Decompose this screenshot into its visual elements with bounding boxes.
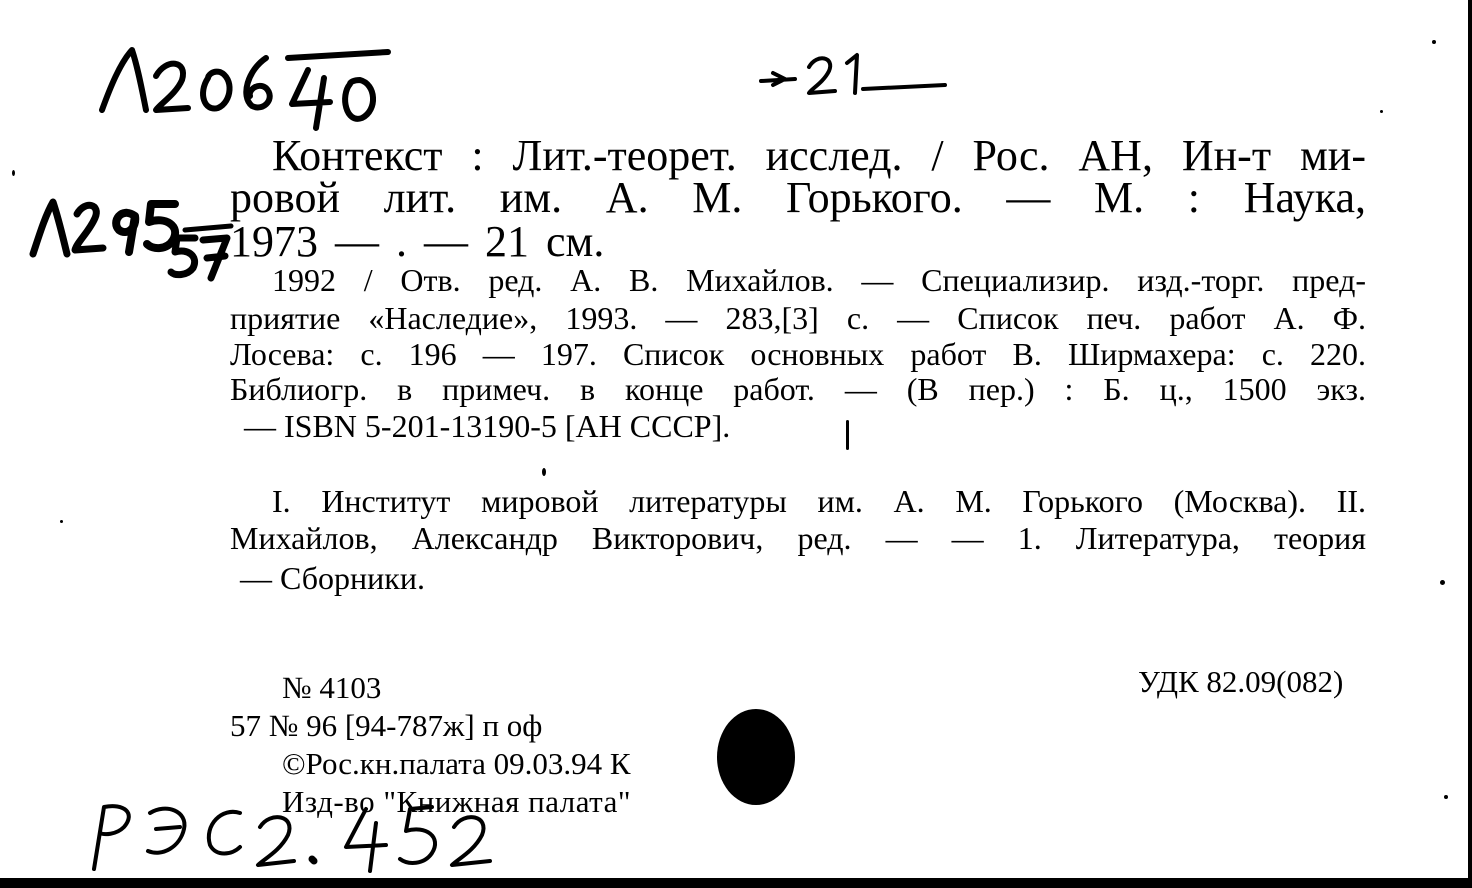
tracings-line-3: — Сборники. bbox=[240, 560, 425, 596]
entry-heading-line-1: Контекст : Лит.-теорет. исслед. / Рос. АН, Ин-т ми- bbox=[272, 131, 1366, 180]
handwritten-shelfmark-middle bbox=[25, 192, 240, 297]
scan-speck bbox=[1440, 580, 1445, 585]
scan-speck bbox=[1444, 795, 1448, 799]
handwritten-bottom-code bbox=[80, 795, 500, 877]
tracings-line-2: Михайлов, Александр Викторович, ред. — — 1. Литература, теория bbox=[230, 520, 1366, 556]
publisher-line: Изд-во "Книжная палата" bbox=[282, 784, 632, 819]
tracings-line-1: I. Институт мировой литературы им. А. М. Горького (Москва). II. bbox=[272, 483, 1366, 519]
volume-line-2: приятие «Наследие», 1993. — 283,[3] с. — Список печ. работ А. Ф. bbox=[230, 300, 1366, 336]
series-line: 57 № 96 [94-787ж] п оф bbox=[230, 708, 543, 743]
volume-line-4: Библиогр. в примеч. в конце работ. — (В пер.) : Б. ц., 1500 экз. bbox=[230, 371, 1366, 407]
volume-line-3: Лосева: с. 196 — 197. Список основных работ В. Ширмахера: с. 220. bbox=[230, 336, 1366, 372]
card-right-edge bbox=[1468, 0, 1472, 888]
card-bottom-edge bbox=[0, 878, 1472, 888]
entry-heading-line-2: ровой лит. им. А. М. Горького. — М. : Наука, bbox=[230, 173, 1366, 222]
udk-code: УДК 82.09(082) bbox=[1138, 664, 1344, 699]
scan-speck bbox=[846, 420, 849, 450]
scan-speck bbox=[12, 170, 15, 176]
handwritten-card-number bbox=[755, 45, 955, 105]
punch-hole bbox=[717, 709, 795, 805]
handwritten-shelfmark-top bbox=[80, 38, 400, 128]
scan-speck bbox=[1432, 40, 1436, 44]
volume-line-1: 1992 / Отв. ред. А. В. Михайлов. — Специализир. изд.-торг. пред- bbox=[272, 262, 1366, 298]
book-chamber-line: ©Рос.кн.палата 09.03.94 К bbox=[282, 746, 631, 781]
entry-heading-line-3: 1973 — . — 21 см. bbox=[230, 217, 605, 266]
scan-speck bbox=[542, 468, 546, 476]
volume-line-5: — ISBN 5-201-13190-5 [АН СССР]. bbox=[244, 408, 731, 444]
card-number: № 4103 bbox=[282, 670, 382, 705]
scan-speck bbox=[60, 520, 63, 523]
scan-speck bbox=[1380, 110, 1383, 113]
